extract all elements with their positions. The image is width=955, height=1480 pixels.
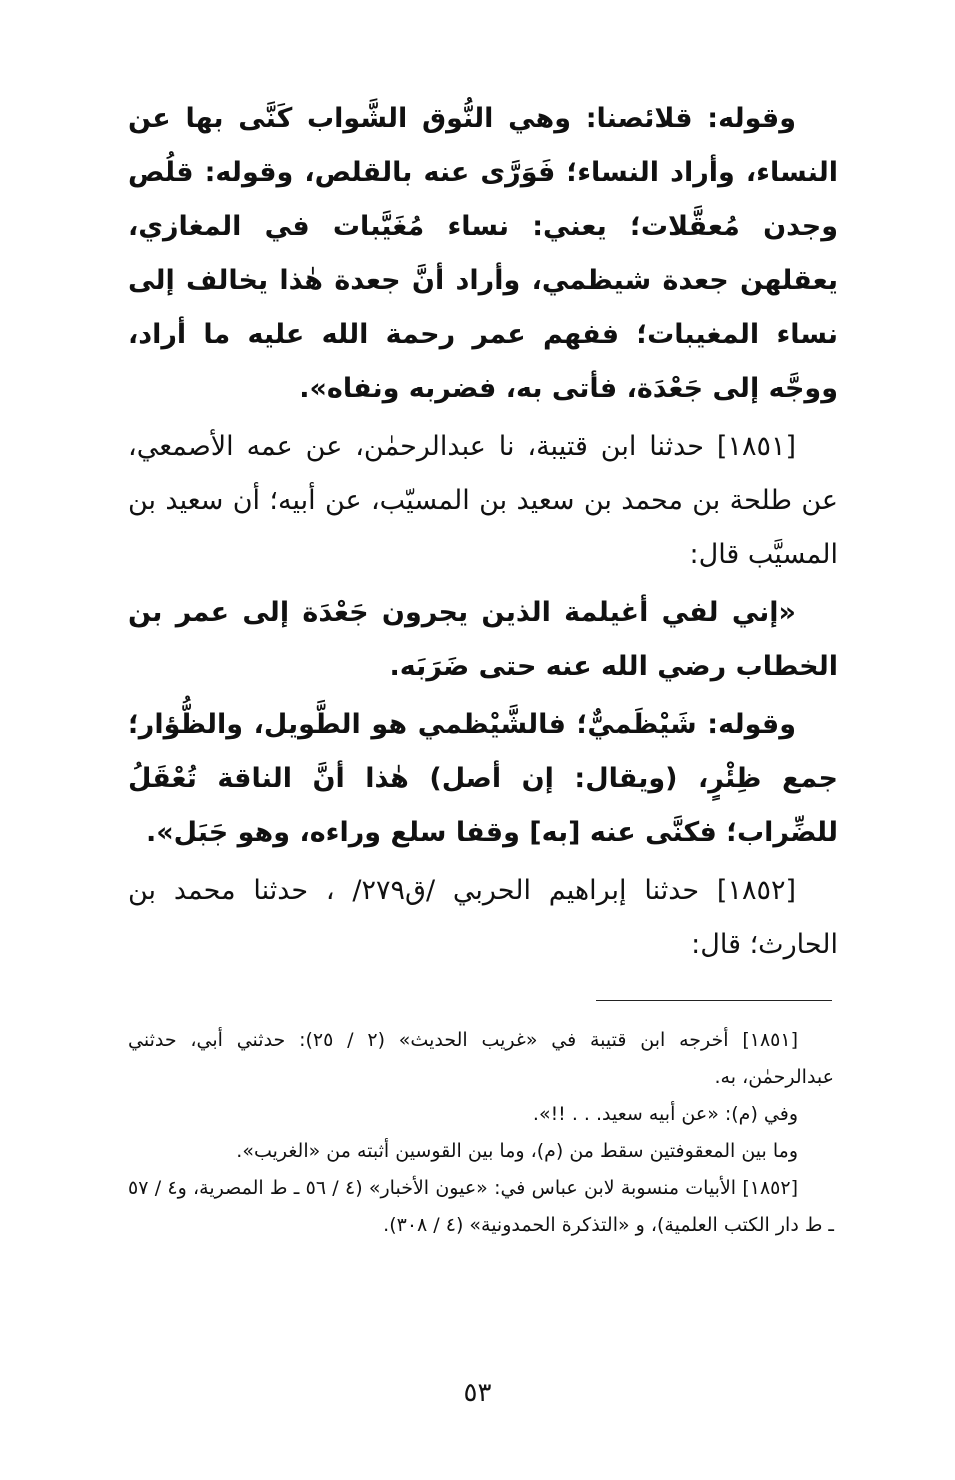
paragraph-hadith-1852: [١٨٥٢] حدثنا إبراهيم الحربي /ق٢٧٩/ ، حدثنا محمد بن الحارث؛ قال: [128, 875, 838, 960]
footnote-1851: [١٨٥١] أخرجه ابن قتيبة في «غريب الحديث» (٢ / ٢٥): حدثني أبي، حدثني عبدالرحمٰن، به. [128, 1029, 834, 1088]
footnote-1852: [١٨٥٢] الأبيات منسوبة لابن عباس في: «عيون الأخبار» (٤ / ٥٦ ـ ط المصرية، و٤ / ٥٧ ـ ط دار الكتب العلمية)، و «التذكرة الحمدونية» (٤ / ٣٠٨). [128, 1177, 834, 1236]
page-number: ٥٣ [463, 1378, 492, 1408]
paragraph-hadith-1851: [١٨٥١] حدثنا ابن قتيبة، نا عبدالرحمٰن، عن عمه الأصمعي، عن طلحة بن محمد بن سعيد بن المسيّب، عن أبيه؛ أن سعيد بن المسيَّب قال: [128, 431, 838, 570]
main-text [128, 92, 838, 976]
footnote-variant-m: وفي (م): «عن أبيه سعيد. . . !!». [532, 1103, 798, 1125]
footnotes [128, 1022, 834, 1244]
footnote-separator [596, 1000, 832, 1001]
paragraph-explanation-qalaisuna: وقوله: قلائصنا: وهي النُّوق الشَّواب كَنَّى بها عن النساء، وأراد النساء؛ فَوَرَّى عنه بالقلص، وقوله: قلُص وجدن مُعقَّلات؛ يعني: نساء مُغَيَّبات في المغازي، يعقلهن جعدة شيظمي، وأراد أنَّ جعدة هٰذا يخالف إلى نساء المغيبات؛ ففهم عمر رحمة الله عليه ما أراد، ووجَّه إلى جَعْدَة، فأتى به، فضربه ونفاه». [128, 103, 838, 404]
paragraph-quote-jaada: «إني لفي أغيلمة الذين يجرون جَعْدَة إلى عمر بن الخطاب رضي الله عنه حتى ضَرَبَه. [128, 597, 838, 682]
footnote-brackets: وما بين المعقوفتين سقط من (م)، وما بين القوسين أثبته من «الغريب». [236, 1140, 798, 1162]
paragraph-explanation-shaydhami: وقوله: شَيْظَميٌّ؛ فالشَّيْظمي هو الطَّويل، والظُّؤار؛ جمع ظِئْرٍ، (ويقال: إن أصل) هٰذا أنَّ الناقة تُعْقَلُ للضِّراب؛ فكنَّى عنه [به] وقفا سلع وراءه، وهو جَبَل». [128, 709, 838, 848]
